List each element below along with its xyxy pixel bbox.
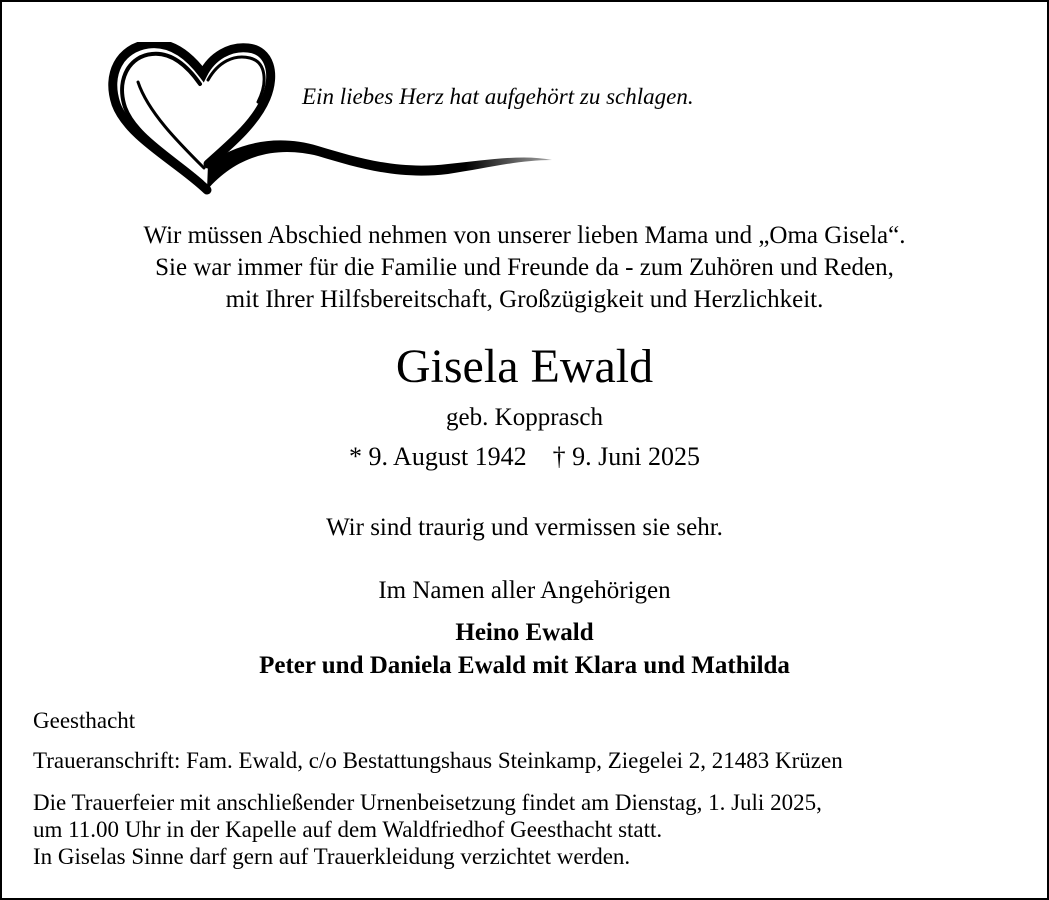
on-behalf-line: Im Namen aller Angehörigen — [378, 577, 671, 604]
mourner-name: Heino Ewald — [455, 619, 594, 646]
heart-icon — [108, 42, 552, 196]
deceased-name: Gisela Ewald — [395, 340, 654, 393]
motto: Ein liebes Herz hat aufgehört zu schlagen. — [302, 84, 694, 109]
intro-line: Sie war immer für die Familie und Freunde da - zum Zuhören und Reden, — [155, 254, 894, 281]
ceremony-line: Die Trauerfeier mit anschließender Urnenbeisetzung findet am Dienstag, 1. Juli 2025, — [33, 790, 822, 815]
intro-text — [2, 220, 1047, 316]
place: Geesthacht — [33, 708, 136, 733]
birth-date: * 9. August 1942 — [348, 442, 527, 471]
mourning-line: Wir sind traurig und vermissen sie sehr. — [326, 514, 723, 541]
intro-line: Wir müssen Abschied nehmen von unserer lieben Mama und „Oma Gisela“. — [143, 222, 906, 249]
mourner-name: Peter und Daniela Ewald mit Klara und Mathilda — [259, 652, 790, 679]
death-date: † 9. Juni 2025 — [552, 442, 701, 471]
life-dates — [2, 442, 1047, 472]
birth-name: geb. Kopprasch — [446, 404, 603, 431]
ceremony-line: In Giselas Sinne darf gern auf Trauerkleidung verzichtet werden. — [33, 844, 631, 869]
ceremony-line: um 11.00 Uhr in der Kapelle auf dem Waldfriedhof Geesthacht statt. — [33, 817, 663, 842]
condolence-address: Traueranschrift: Fam. Ewald, c/o Bestattungshaus Steinkamp, Ziegelei 2, 21483 Krüzen — [33, 748, 843, 773]
ceremony-info — [33, 789, 822, 870]
intro-line: mit Ihrer Hilfsbereitschaft, Großzügigkeit und Herzlichkeit. — [225, 286, 824, 313]
